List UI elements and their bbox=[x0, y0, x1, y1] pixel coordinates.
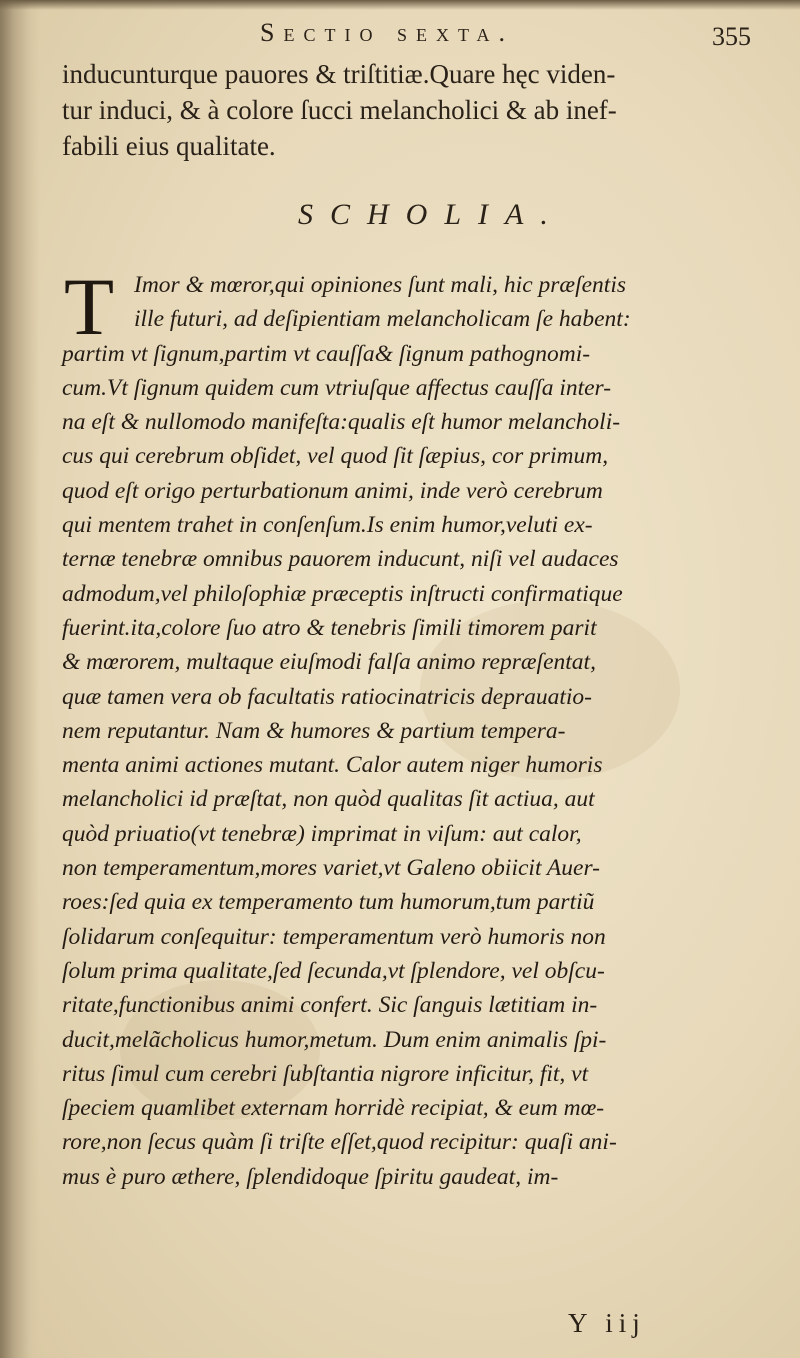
text-line: fuerint.ita,colore ſuo atro & tenebris ſimili timorem parit bbox=[62, 614, 597, 641]
text-line: ritate,functionibus animi confert. Sic ſanguis lætitiam in- bbox=[62, 992, 598, 1019]
page-header bbox=[0, 14, 800, 54]
text-line: ſolum prima qualitate,ſed ſecunda,vt ſplendore, vel obſcu- bbox=[62, 957, 605, 984]
text-line: ritus ſimul cum cerebri ſubſtantia nigrore inficitur, fit, vt bbox=[62, 1060, 589, 1087]
scholia-text-block bbox=[62, 261, 770, 1194]
text-line: cus qui cerebrum obſidet, vel quod ſit ſæpius, cor primum, bbox=[62, 443, 609, 470]
text-line: roes:ſed quia ex temperamento tum humorum,tum partiũ bbox=[62, 889, 595, 916]
text-line: ternæ tenebræ omnibus pauorem inducunt, niſi vel audaces bbox=[62, 546, 619, 573]
section-heading: SCHOLIA. bbox=[298, 198, 565, 231]
text-line: partim vt ſignum,partim vt cauſſa& ſignum pathognomi- bbox=[62, 340, 591, 367]
page-top-edge bbox=[0, 0, 800, 10]
running-head: Sectio sexta. bbox=[260, 18, 515, 47]
text-line: nem reputantur. Nam & humores & partium tempera- bbox=[62, 717, 566, 744]
text-line: ducit,melãcholicus humor,metum. Dum enim animalis ſpi- bbox=[62, 1026, 607, 1053]
drop-cap: T bbox=[64, 261, 115, 352]
text-line: inducunturque pauores & triſtitiæ.Quare hęc viden- bbox=[62, 59, 616, 89]
text-line: quæ tamen vera ob facultatis ratiocinatricis deprauatio- bbox=[62, 683, 593, 710]
text-line: cum.Vt ſignum quidem cum vtriuſque affectus cauſſa inter- bbox=[62, 374, 612, 401]
signature-mark: Y iij bbox=[568, 1308, 646, 1338]
text-line: non temperamentum,mores variet,vt Galeno obiicit Auer- bbox=[62, 855, 600, 882]
text-line: melancholici id præſtat, non quòd qualitas ſit actiua, aut bbox=[62, 786, 595, 813]
text-line: tur induci, & à colore ſucci melancholici & ab inef- bbox=[62, 95, 617, 125]
text-line: Imor & mœror,qui opiniones ſunt mali, hic præſentis bbox=[134, 272, 626, 298]
text-line: quòd priuatio(vt tenebræ) imprimat in viſum: aut calor, bbox=[62, 820, 582, 847]
text-line: qui mentem trahet in conſenſum.Is enim humor,veluti ex- bbox=[62, 512, 593, 539]
text-line: na eſt & nullomodo manifeſta:qualis eſt humor melancholi- bbox=[62, 409, 621, 436]
text-line: mus è puro æthere, ſplendidoque ſpiritu gaudeat, im- bbox=[62, 1163, 559, 1190]
main-text-block bbox=[62, 56, 762, 164]
text-line: ille futuri, ad deſipientiam melancholicam ſe habent: bbox=[134, 306, 631, 333]
text-line: rore,non ſecus quàm ſi triſte eſſet,quod recipitur: quaſi ani- bbox=[62, 1129, 617, 1156]
text-line: menta animi actiones mutant. Calor autem niger humoris bbox=[62, 752, 603, 779]
text-line: admodum,vel philoſophiæ præceptis inſtructi confirmatique bbox=[62, 580, 623, 607]
page-number: 355 bbox=[712, 22, 751, 51]
binding-gutter bbox=[0, 0, 40, 1358]
text-line: fabili eius qualitate. bbox=[62, 131, 276, 161]
text-line: & mœrorem, multaque eiuſmodi falſa animo repræſentat, bbox=[62, 649, 596, 676]
text-line: quod eſt origo perturbationum animi, inde verò cerebrum bbox=[62, 477, 603, 504]
text-line: ſpeciem quamlibet externam horridè recipiat, & eum mœ- bbox=[62, 1095, 605, 1122]
text-line: ſolidarum conſequitur: temperamentum verò humoris non bbox=[62, 923, 606, 950]
